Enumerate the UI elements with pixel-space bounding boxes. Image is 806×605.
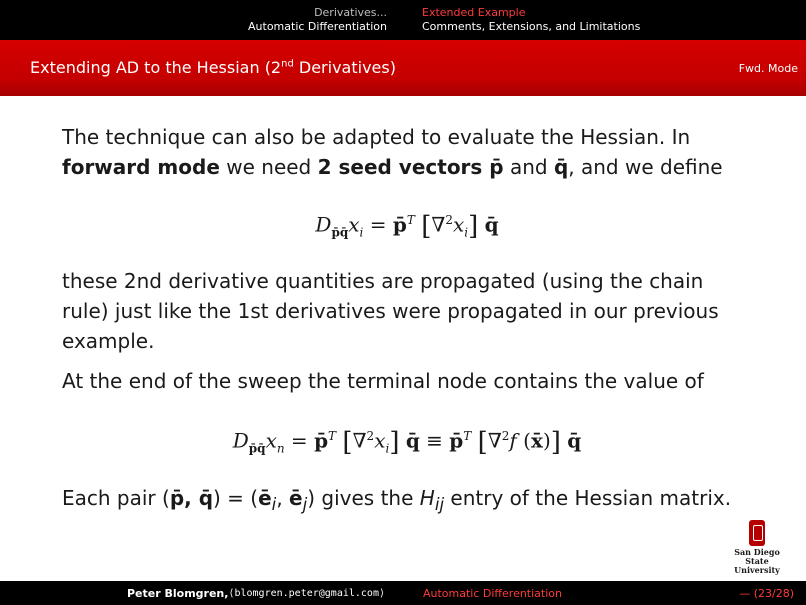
- header-bar: [0, 0, 806, 40]
- para1-and: and: [503, 155, 554, 179]
- para4-a: Each pair (: [62, 486, 170, 511]
- para4-ej: ē: [289, 486, 303, 511]
- paragraph-4: [62, 483, 752, 520]
- para1-mid: we need: [219, 155, 318, 179]
- header-subsection-current[interactable]: Comments, Extensions, and Limitations: [422, 20, 641, 33]
- para4-gives: ) gives the: [307, 486, 420, 511]
- equation-1: $D_{p̄q̄}x_i$ = p̄$^T$ $[\nabla^2x_i]$ q̄: [315, 211, 499, 242]
- footer-page-number: — (23/28): [739, 586, 794, 600]
- para4-comma: ,: [276, 486, 290, 511]
- header-subsection-prev[interactable]: Extended Example: [422, 6, 526, 19]
- header-subsection-nav[interactable]: [403, 0, 806, 40]
- header-section-prev[interactable]: Derivatives...: [314, 6, 387, 19]
- header-section-nav[interactable]: [0, 0, 403, 40]
- para4-H: H: [419, 486, 435, 511]
- para4-pq: p̄, q̄: [169, 486, 214, 511]
- para4-i: i: [271, 495, 277, 515]
- footer-bar: [0, 581, 806, 605]
- slide-title-text-a: Extending AD to the Hessian (2: [30, 58, 282, 77]
- para1-end: , and we define: [568, 155, 723, 179]
- footer-talk-title: Automatic Differentiation: [423, 586, 562, 600]
- university-seal-icon: [749, 520, 765, 546]
- header-section-current[interactable]: Automatic Differentiation: [248, 20, 387, 33]
- footer-author-name: Peter Blomgren,: [127, 586, 229, 600]
- para1-vec-q: q̄: [553, 155, 569, 179]
- para1-bold-forward-mode: forward mode: [62, 155, 220, 179]
- slide-title-superscript: nd: [281, 58, 294, 70]
- logo-line1: San Diego State: [734, 547, 780, 566]
- slide-title-bar: [0, 40, 806, 96]
- paragraph-1: [62, 122, 752, 182]
- para1-bold-seed-vectors: 2 seed vectors: [317, 155, 483, 179]
- footer-email: ⟨blomgren.peter@gmail.com⟩: [228, 587, 385, 599]
- university-logo: [722, 520, 792, 575]
- slide-title-right-label: Fwd. Mode: [738, 62, 798, 75]
- footer-author: [0, 581, 403, 605]
- slide-body: [62, 122, 752, 520]
- para1-line1: The technique can also be adapted to evaluate the Hessian. In: [62, 125, 691, 149]
- para4-j: j: [302, 495, 308, 515]
- university-wordmark: [722, 548, 792, 575]
- para4-eq: ) = (: [213, 486, 259, 511]
- para4-ij: ij: [434, 495, 445, 515]
- para1-vec-p: p̄: [482, 155, 504, 179]
- paragraph-2: these 2nd derivative quantities are propagated (using the chain rule) just like the 1st derivatives were propagated in our previous example.: [62, 268, 719, 353]
- slide-title: [30, 58, 396, 77]
- footer-right: [403, 581, 806, 605]
- equation-2: $D_{p̄q̄}x_n$ = p̄$^T$ $[\nabla^2x_i]$ q̄ ≡ p̄$^T$ [∇$^2$f (x̄)] q̄: [232, 427, 582, 458]
- logo-line2: University: [734, 565, 780, 575]
- para4-end: entry of the Hessian matrix.: [444, 486, 732, 511]
- para4-ei: ē: [258, 486, 272, 511]
- paragraph-3: At the end of the sweep the terminal node contains the value of: [62, 368, 704, 393]
- slide-title-text-b: Derivatives): [293, 58, 396, 77]
